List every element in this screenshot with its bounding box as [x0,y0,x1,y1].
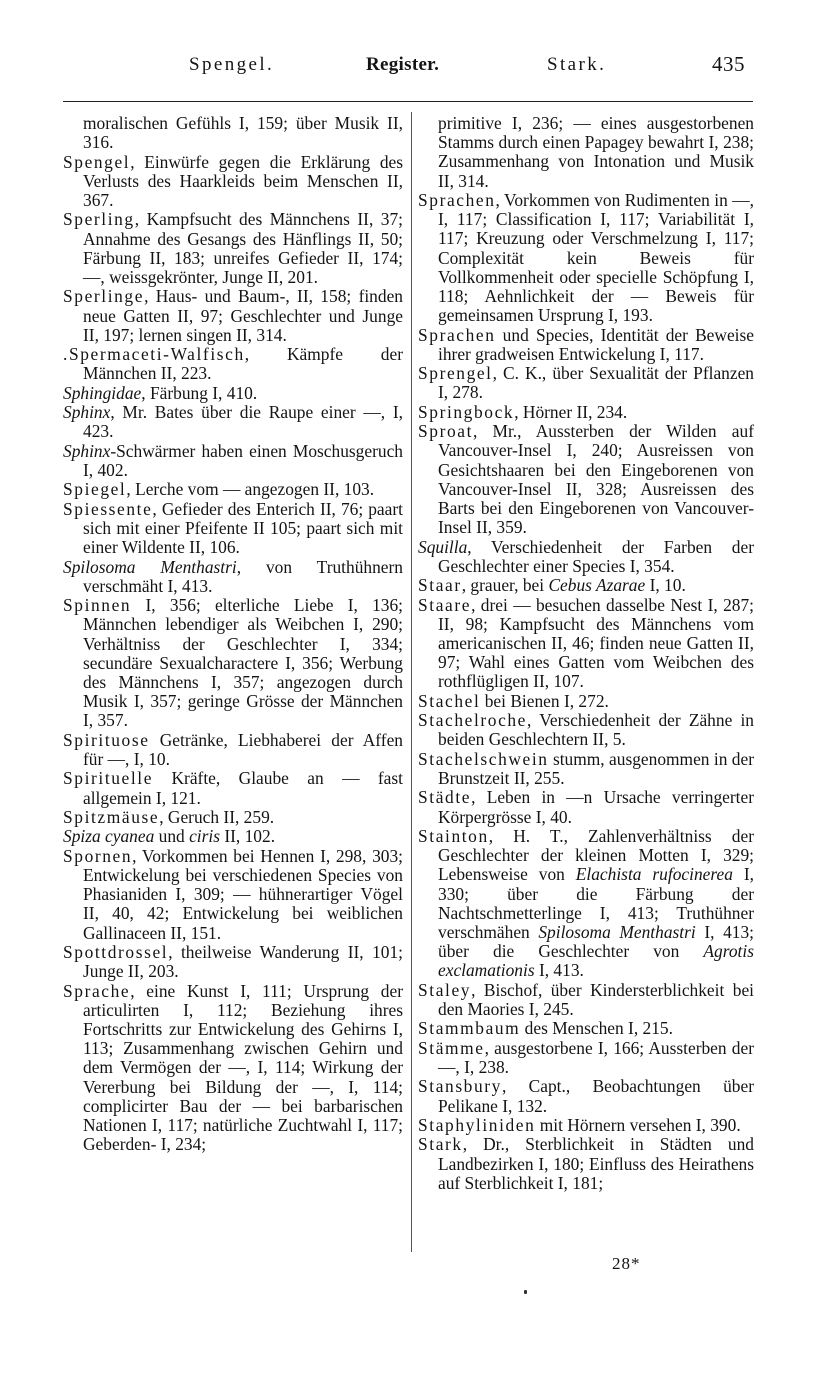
index-entry [418,114,754,191]
index-entry [418,596,754,692]
index-entry [63,769,403,807]
entry-headword: Staare [418,594,472,615]
entry-headword: Sphinx [63,440,111,461]
running-head-right: Stark. [547,54,607,75]
entry-headword: Spirituelle [63,768,154,789]
entry-headword: Sproat [418,421,474,442]
entry-text: , Färbung I, 410. [141,382,258,403]
index-entry [63,808,403,827]
entry-text: , Verschiedenheit der Zähne in beiden Geschlechtern II, 5. [438,710,754,750]
index-entry [418,1019,754,1038]
index-entry [63,558,403,596]
index-entry [63,403,403,441]
entry-text: , drei — besuchen dasselbe Nest I, 287; II, 98; Kampfsucht des Männchens vom americanischen II, 46; finden neue Gatten II, 97; Wahl eines Gatten vom Weibchen des rothflügligen II, 107. [438,594,754,692]
entry-headword: Spirituose [63,729,150,750]
index-entry [418,1039,754,1077]
index-entry [418,711,754,749]
entry-headword: Spiza cyanea [63,826,155,847]
entry-text: des Menschen I, 215. [520,1018,673,1039]
entry-text: -Schwärmer haben einen Moschusgeruch I, 402. [83,440,403,480]
entry-text: , Verschiedenheit der Farben der Geschlechter einer Species I, 354. [438,536,754,576]
index-entry [63,500,403,558]
index-entry [63,731,403,769]
entry-text: , Hörner II, 234. [514,401,628,422]
index-entry [418,538,754,576]
entry-text: , grauer, bei [461,575,549,596]
index-entry [418,403,754,422]
entry-text: , ausgestorbene I, 166; Aussterben der —, I, 238. [438,1037,754,1077]
entry-text: , Capt., Beobachtungen über Pelikane I, 132. [438,1076,754,1116]
entry-headword: Spinnen [63,595,132,616]
entry-headword: Sprachen [418,324,496,345]
entry-headword: Sprache [63,980,131,1001]
index-entry [418,788,754,826]
index-entry [63,943,403,981]
entry-text: , von Truthühnern verschmäht I, 413. [83,556,403,596]
entry-italic: Agrotis exclamationis [438,941,754,981]
index-entry [418,692,754,711]
entry-headword: Sprengel [418,363,493,384]
entry-headword: Spilosoma Menthastri [63,556,237,577]
index-entry [63,384,403,403]
entry-text: I, 330; über die Färbung der Nachtschmetterlinge I, 413; Truthühner verschmähen [438,864,754,942]
entry-headword: Squilla [418,536,468,557]
entry-text: , Haus- und Baum-, II, 158; finden neue Gatten II, 97; Geschlechter und Junge II, 197; lernen singen II, 314. [83,286,403,345]
running-head-center: Register. [366,54,440,75]
entry-headword: Spiessente [63,498,153,519]
entry-text: moralischen Gefühls I, 159; über Musik II, 316. [83,113,403,153]
index-entry [418,1116,754,1135]
entry-text: I, 356; elterliche Liebe I, 136; Männchen lebendiger als Weibchen I, 290; Verhältniss der Geschlechter I, 334; secundäre Sexualcharactere I, 356; Werbung des Männchens I, 357; angezogen durch Musik I, 357; geringe Grösse der Männchen I, 357. [83,595,403,731]
entry-headword: Stachel [418,690,481,711]
entry-text: , Mr., Aussterben der Wilden auf Vancouver-Insel I, 240; Ausreissen von Gesichtshaaren bei den Eingeborenen von Vancouver-Insel II, 328; Ausreissen des Barts bei den Eingeborenen von Vancouver-Insel II, 359. [438,421,754,538]
entry-italic: Elachista rufocinerea [575,864,733,885]
entry-headword: .Spermaceti-Walfisch [63,344,245,365]
entry-headword: Sperling [63,209,135,230]
entry-text: I, 413. [534,960,584,981]
entry-headword: Staphyliniden [418,1114,536,1135]
index-entry [63,345,403,383]
entry-headword: Stansbury [418,1076,502,1097]
left-column [63,114,403,1155]
entry-text: und [154,826,190,847]
index-entry [63,827,403,846]
entry-text: , eine Kunst I, 111; Ursprung der articulirten I, 112; Beziehung ihres Fortschritts zur Entwickelung des Gehirns I, 113; Zusammenhang zwischen Gehirn und dem Vermögen der —, I, 114; Wirkung der Vererbung bei Bildung der —, I, 114; complicirter Bau der — bei barbarischen Nationen I, 117; natürliche Zuchtwahl I, 117; Geberden- I, 234; [83,980,403,1155]
column-divider [411,112,412,1252]
header-rule [63,101,753,102]
entry-headword: Staar [418,575,462,596]
index-entry [63,210,403,287]
entry-text: , Leben in —n Ursache verringerter Körpergrösse I, 40. [438,787,754,827]
entry-headword: Stachelschwein [418,748,549,769]
running-head-left: Spengel. [189,54,275,75]
entry-headword: Städte [418,787,472,808]
print-dot [524,1290,527,1294]
entry-text: , Vorkommen von Rudimenten in —, I, 117; Classification I, 117; Variabilität I, 117; Kreuzung oder Verschmelzung I, 117; Complexität kein Beweis für Vollkommenheit oder specielle Schöpfung I, 118; Aehnlichkeit der — Beweis für gemeinsamen Ursprung I, 193. [438,190,754,326]
entry-text: , Mr. Bates über die Raupe einer —, I, 423. [83,402,403,442]
right-column [418,114,754,1193]
entry-headword: Sprachen [418,190,496,210]
index-entry [63,287,403,345]
entry-text: , Geruch II, 259. [159,806,275,827]
index-entry [418,364,754,402]
entry-text: stumm, ausgenommen in der Brunstzeit II, 255. [438,748,754,788]
entry-headword: Spitzmäuse [63,806,160,827]
entry-headword: Sperlinge [63,286,145,307]
index-entry [418,326,754,364]
entry-text: , Dr., Sterblichkeit in Städten und Landbezirken I, 180; Einfluss des Heirathens auf Sterblichkeit I, 181; [438,1134,754,1193]
index-entry [418,1077,754,1115]
index-entry [418,981,754,1019]
entry-italic: ciris [189,826,220,847]
index-entry [418,191,754,325]
entry-headword: Staley [418,979,472,1000]
entry-text: mit Hörnern versehen I, 390. [535,1114,741,1135]
entry-headword: Sphingidae [63,382,142,403]
entry-italic: Spilosoma Menthastri [538,921,696,942]
entry-italic: Cebus Azarae [548,575,646,596]
entry-headword: Stammbaum [418,1018,521,1039]
entry-text: Getränke, Liebhaberei der Affen für —, I, 10. [83,729,403,769]
index-entry [63,480,403,499]
entry-text: , Gefieder des Enterich II, 76; paart sich mit einer Pfeifente II 105; paart sich mit einer Wildente II, 106. [83,498,403,558]
entry-text: I, 10. [645,575,686,596]
index-entry [418,576,754,595]
entry-headword: Spottdrossel [63,941,169,962]
index-entry [418,422,754,537]
index-entry [418,827,754,981]
index-entry [63,847,403,943]
entry-text: , C. K., über Sexualität der Pflanzen I, 278. [438,363,754,403]
entry-text: II, 102. [219,826,276,847]
index-entry [418,1135,754,1193]
index-entry [63,114,403,152]
index-entry [63,153,403,211]
entry-headword: Stainton [418,825,489,846]
entry-headword: Springbock [418,401,515,422]
entry-text: bei Bienen I, 272. [480,690,609,711]
entry-text: , H. T., Zahlenverhältniss der Geschlechter der kleinen Motten I, 329; Lebensweise von [438,825,754,885]
page-number: 435 [712,52,745,76]
index-entry [63,596,403,730]
entry-headword: Stämme [418,1037,485,1058]
entry-text: , Kämpfe der Männchen II, 223. [83,344,403,384]
entry-headword: Sphinx [63,402,111,423]
entry-headword: Spiegel [63,479,127,500]
entry-headword: Spornen [63,845,133,866]
entry-text: primitive I, 236; — eines ausgestorbenen Stamms durch einen Papagey bewahrt I, 238; Zusammenhang von Intonation und Musik II, 314. [438,113,754,191]
entry-text: , Kampfsucht des Männchens II, 37; Annahme des Gesangs des Hänflings II, 50; Färbung II, 183; unreifes Gefieder II, 174; —, weissgekrönter, Junge II, 201. [83,209,403,287]
entry-text: , Einwürfe gegen die Erklärung des Verlusts des Haarkleids beim Menschen II, 367. [83,151,403,210]
entry-text: und Species, Identität der Beweise ihrer gradweisen Entwickelung I, 117. [438,324,754,364]
index-entry [418,750,754,788]
index-entry [63,442,403,480]
index-entry [63,982,403,1155]
entry-text: Kräfte, Glaube an — fast allgemein I, 121. [83,768,403,808]
entry-text: I, 413; über die Geschlechter von [438,921,754,962]
entry-headword: Spengel [63,151,131,172]
entry-text: , Vorkommen bei Hennen I, 298, 303; Entwickelung bei verschiedenen Species von Phasianiden I, 309; — hühnerartiger Vögel II, 40, 42; Entwickelung bei weiblichen Gallinaceen II, 151. [83,845,403,943]
entry-text: , theilweise Wanderung II, 101; Junge II, 203. [83,941,403,982]
entry-text: , Lerche vom — angezogen II, 103. [126,479,375,500]
signature-mark: 28* [612,1254,641,1273]
entry-headword: Stark [418,1134,463,1155]
entry-headword: Stachelroche [418,710,528,731]
entry-text: , Bischof, über Kindersterblichkeit bei den Maories I, 245. [438,979,754,1019]
